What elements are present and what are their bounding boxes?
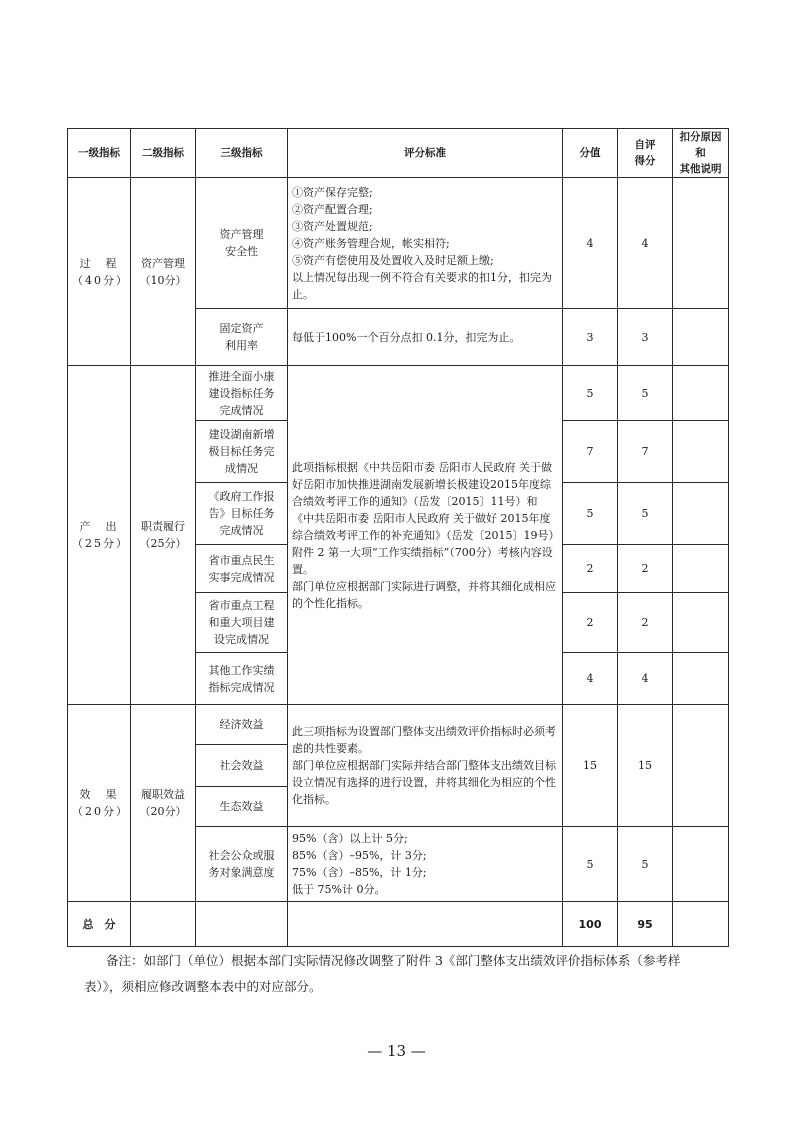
score-cell: 3 — [563, 309, 618, 366]
level1-process: 过 程 （40分） — [68, 178, 131, 366]
table-row — [68, 178, 729, 309]
level3-cell: 社会公众或服 务对象满意度 — [196, 827, 288, 902]
effect-criteria-cell: 此三项指标为设置部门整体支出绩效评价指标时必须考虑的共性要素。 部门单位应根据部门实际并结合部门整体支出绩效目标设立情况有选择的进行设置，并将其细化为相应的个性化指标。 — [288, 705, 563, 827]
self-score-cell: 5 — [618, 483, 673, 545]
table-row — [68, 705, 729, 745]
self-score-cell: 4 — [618, 178, 673, 309]
remarks-cell — [673, 545, 729, 593]
effect-score-cell: 15 — [563, 705, 618, 827]
criteria-cell: ①资产保存完整; ②资产配置合理; ③资产处置规范; ④资产账务管理合规，帐实相符; ⑤资产有偿使用及处置收入及时足额上缴; 以上情况每出现一例不符合有关要求的扣1分，扣完为止。 — [288, 178, 563, 309]
level3-cell: 《政府工作报 告》目标任务 完成情况 — [196, 483, 288, 545]
empty-cell — [288, 902, 563, 947]
level3-cell: 固定资产 利用率 — [196, 309, 288, 366]
self-score-cell: 3 — [618, 309, 673, 366]
score-cell: 4 — [563, 653, 618, 705]
level3-cell: 资产管理 安全性 — [196, 178, 288, 309]
remarks-cell — [673, 483, 729, 545]
level2-performance-benefit: 履职效益 （20分） — [131, 705, 196, 902]
level2-duty-performance: 职责履行 （25分） — [131, 366, 196, 705]
self-score-cell: 4 — [618, 653, 673, 705]
page-number: — 13 — — [367, 1042, 426, 1060]
level3-cell: 省市重点工程 和重大项目建 设完成情况 — [196, 593, 288, 653]
remarks-cell — [673, 705, 729, 827]
empty-cell — [196, 902, 288, 947]
total-self-score: 95 — [618, 902, 673, 947]
score-cell: 5 — [563, 366, 618, 421]
total-label: 总 分 — [68, 902, 131, 947]
output-criteria-cell: 此项指标根据《中共岳阳市委 岳阳市人民政府 关于做好岳阳市加快推进湖南发展新增长极建设2015年度综合绩效考评工作的通知》（岳发〔2015〕11号）和《中共岳阳市委 岳阳市人民政府 关于做好 2015年度综合绩效考评工作的补充通知》（岳发〔2015〕19号）附件 2 第一大项“工作实绩指标”（700分）考核内容设置。 部门单位应根据部门实际进行调整，并将其细化成相应的个性化指标。 — [288, 366, 563, 705]
score-cell: 7 — [563, 421, 618, 483]
criteria-cell: 95%（含）以上计 5分; 85%（含）–95%，计 3分; 75%（含）–85%，计 1分; 低于 75%计 0分。 — [288, 827, 563, 902]
header-level2: 二级指标 — [131, 129, 196, 178]
effect-self-score-cell: 15 — [618, 705, 673, 827]
level1-output: 产 出 （25分） — [68, 366, 131, 705]
level3-cell: 生态效益 — [196, 787, 288, 827]
remarks-cell — [673, 309, 729, 366]
header-score: 分值 — [563, 129, 618, 178]
level3-cell: 其他工作实绩 指标完成情况 — [196, 653, 288, 705]
remarks-cell — [673, 902, 729, 947]
criteria-cell: 每低于100%一个百分点扣 0.1分，扣完为止。 — [288, 309, 563, 366]
self-score-cell: 2 — [618, 593, 673, 653]
header-remarks: 扣分原因和 其他说明 — [673, 129, 729, 178]
remarks-cell — [673, 366, 729, 421]
score-cell: 2 — [563, 593, 618, 653]
remarks-cell — [673, 178, 729, 309]
score-cell: 4 — [563, 178, 618, 309]
total-score: 100 — [563, 902, 618, 947]
score-cell: 2 — [563, 545, 618, 593]
header-level1: 一级指标 — [68, 129, 131, 178]
level3-cell: 省市重点民生 实事完成情况 — [196, 545, 288, 593]
level1-effect: 效 果 （20分） — [68, 705, 131, 902]
self-score-cell: 5 — [618, 827, 673, 902]
self-score-cell: 7 — [618, 421, 673, 483]
remarks-cell — [673, 653, 729, 705]
level3-cell: 建设湖南新增 极目标任务完 成情况 — [196, 421, 288, 483]
self-score-cell: 5 — [618, 366, 673, 421]
level3-cell: 经济效益 — [196, 705, 288, 745]
evaluation-table — [67, 128, 729, 947]
self-score-cell: 2 — [618, 545, 673, 593]
level3-cell: 社会效益 — [196, 745, 288, 787]
level2-asset-management: 资产管理 （10分） — [131, 178, 196, 366]
empty-cell — [131, 902, 196, 947]
table-row — [68, 366, 729, 421]
remarks-cell — [673, 421, 729, 483]
header-self-score: 自评 得分 — [618, 129, 673, 178]
footnote: 备注：如部门（单位）根据本部门实际情况修改调整了附件 3《部门整体支出绩效评价指标体系（参考样表）》，须相应修改调整本表中的对应部分。 — [84, 953, 681, 994]
score-cell: 5 — [563, 827, 618, 902]
header-level3: 三级指标 — [196, 129, 288, 178]
remarks-cell — [673, 827, 729, 902]
total-row — [68, 902, 729, 947]
score-cell: 5 — [563, 483, 618, 545]
level3-cell: 推进全面小康 建设指标任务 完成情况 — [196, 366, 288, 421]
remarks-cell — [673, 593, 729, 653]
header-criteria: 评分标准 — [288, 129, 563, 178]
header-row — [68, 129, 729, 178]
